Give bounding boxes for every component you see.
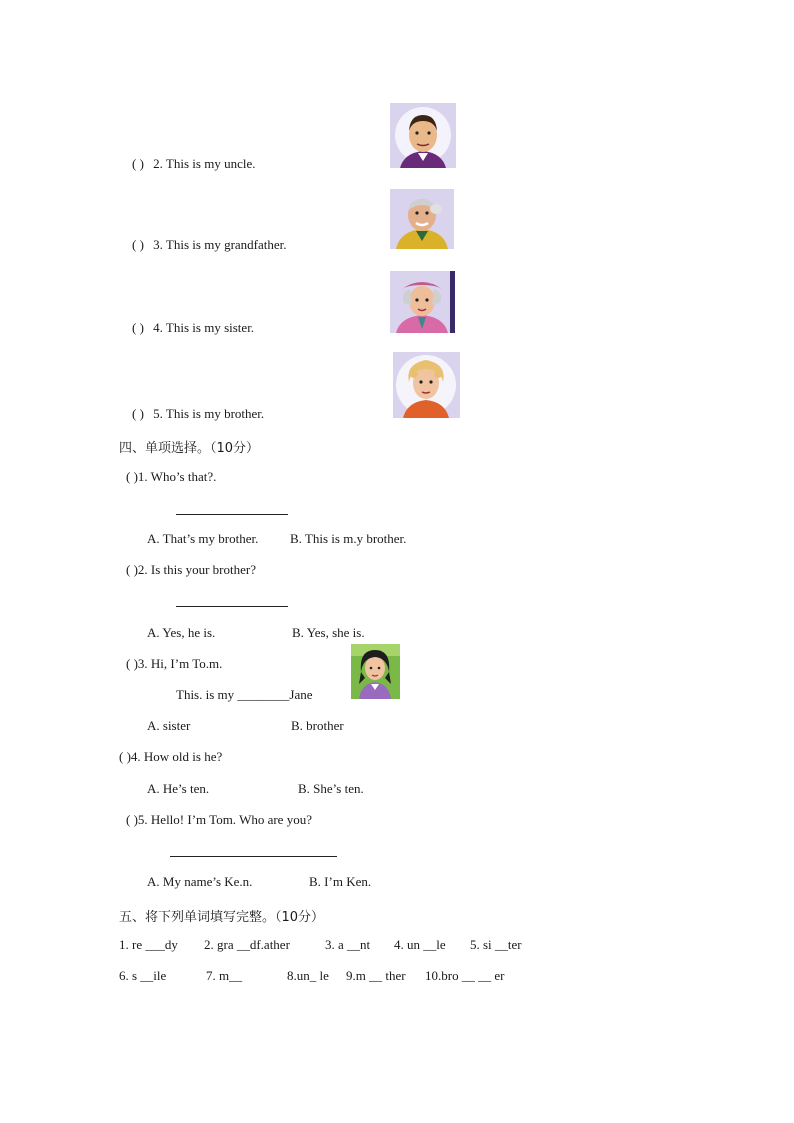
item-text: 4. This is my sister. bbox=[153, 320, 255, 335]
item-4 bbox=[132, 320, 254, 336]
q2-option-a[interactable]: A. Yes, he is. bbox=[147, 625, 216, 640]
answer-paren[interactable]: ( ) bbox=[132, 320, 144, 335]
word-10[interactable]: 10.bro __ __ er bbox=[425, 968, 505, 983]
q2-answer-line[interactable] bbox=[176, 606, 288, 607]
word-1[interactable]: 1. re ___dy bbox=[119, 937, 178, 952]
word-3[interactable]: 3. a __nt bbox=[325, 937, 371, 952]
q1-option-a[interactable]: A. That’s my brother. bbox=[147, 531, 259, 546]
word-9[interactable]: 9.m __ ther bbox=[346, 968, 406, 983]
item-text: 2. This is my uncle. bbox=[153, 156, 256, 171]
q4-option-a[interactable]: A. He’s ten. bbox=[147, 781, 210, 796]
q3-option-a[interactable]: A. sister bbox=[147, 718, 191, 733]
section-4-heading: 四、单项选择。（10分） bbox=[119, 441, 260, 456]
word-2[interactable]: 2. gra __df.ather bbox=[204, 937, 290, 952]
brother-portrait bbox=[393, 352, 460, 418]
q1-answer-line[interactable] bbox=[176, 514, 288, 515]
word-8[interactable]: 8.un_ le bbox=[287, 968, 329, 983]
answer-paren[interactable]: ( ) bbox=[132, 237, 144, 252]
q5-option-a[interactable]: A. My name’s Ke.n. bbox=[147, 874, 253, 889]
word-7[interactable]: 7. m__ bbox=[206, 968, 243, 983]
q4-stem: ( )4. How old is he? bbox=[119, 749, 223, 764]
q3-line2: This. is my ________Jane bbox=[176, 687, 313, 702]
item-text: 5. This is my brother. bbox=[153, 406, 265, 421]
uncle-portrait bbox=[390, 103, 456, 168]
girl-jane-portrait bbox=[351, 644, 400, 699]
q1-stem: ( )1. Who’s that?. bbox=[126, 469, 217, 484]
item-2 bbox=[132, 156, 255, 172]
q2-option-b[interactable]: B. Yes, she is. bbox=[292, 625, 365, 640]
answer-paren[interactable]: ( ) bbox=[132, 156, 144, 171]
q4-option-b[interactable]: B. She’s ten. bbox=[298, 781, 364, 796]
word-4[interactable]: 4. un __le bbox=[394, 937, 446, 952]
section-5-heading: 五、将下列单词填写完整。（10分） bbox=[119, 910, 325, 925]
item-3 bbox=[132, 237, 287, 253]
q5-answer-line[interactable] bbox=[170, 856, 337, 857]
q3-option-b[interactable]: B. brother bbox=[291, 718, 344, 733]
item-5 bbox=[132, 406, 264, 422]
answer-paren[interactable]: ( ) bbox=[132, 406, 144, 421]
q5-option-b[interactable]: B. I’m Ken. bbox=[309, 874, 372, 889]
word-6[interactable]: 6. s __ile bbox=[119, 968, 167, 983]
q1-option-b[interactable]: B. This is m.y brother. bbox=[290, 531, 407, 546]
word-5[interactable]: 5. si __ter bbox=[470, 937, 522, 952]
grandfather-portrait bbox=[390, 189, 454, 249]
q5-stem: ( )5. Hello! I’m Tom. Who are you? bbox=[126, 812, 312, 827]
q3-stem: ( )3. Hi, I’m To.m. bbox=[126, 656, 223, 671]
q2-stem: ( )2. Is this your brother? bbox=[126, 562, 256, 577]
sister-portrait bbox=[390, 271, 455, 333]
item-text: 3. This is my grandfather. bbox=[153, 237, 287, 252]
